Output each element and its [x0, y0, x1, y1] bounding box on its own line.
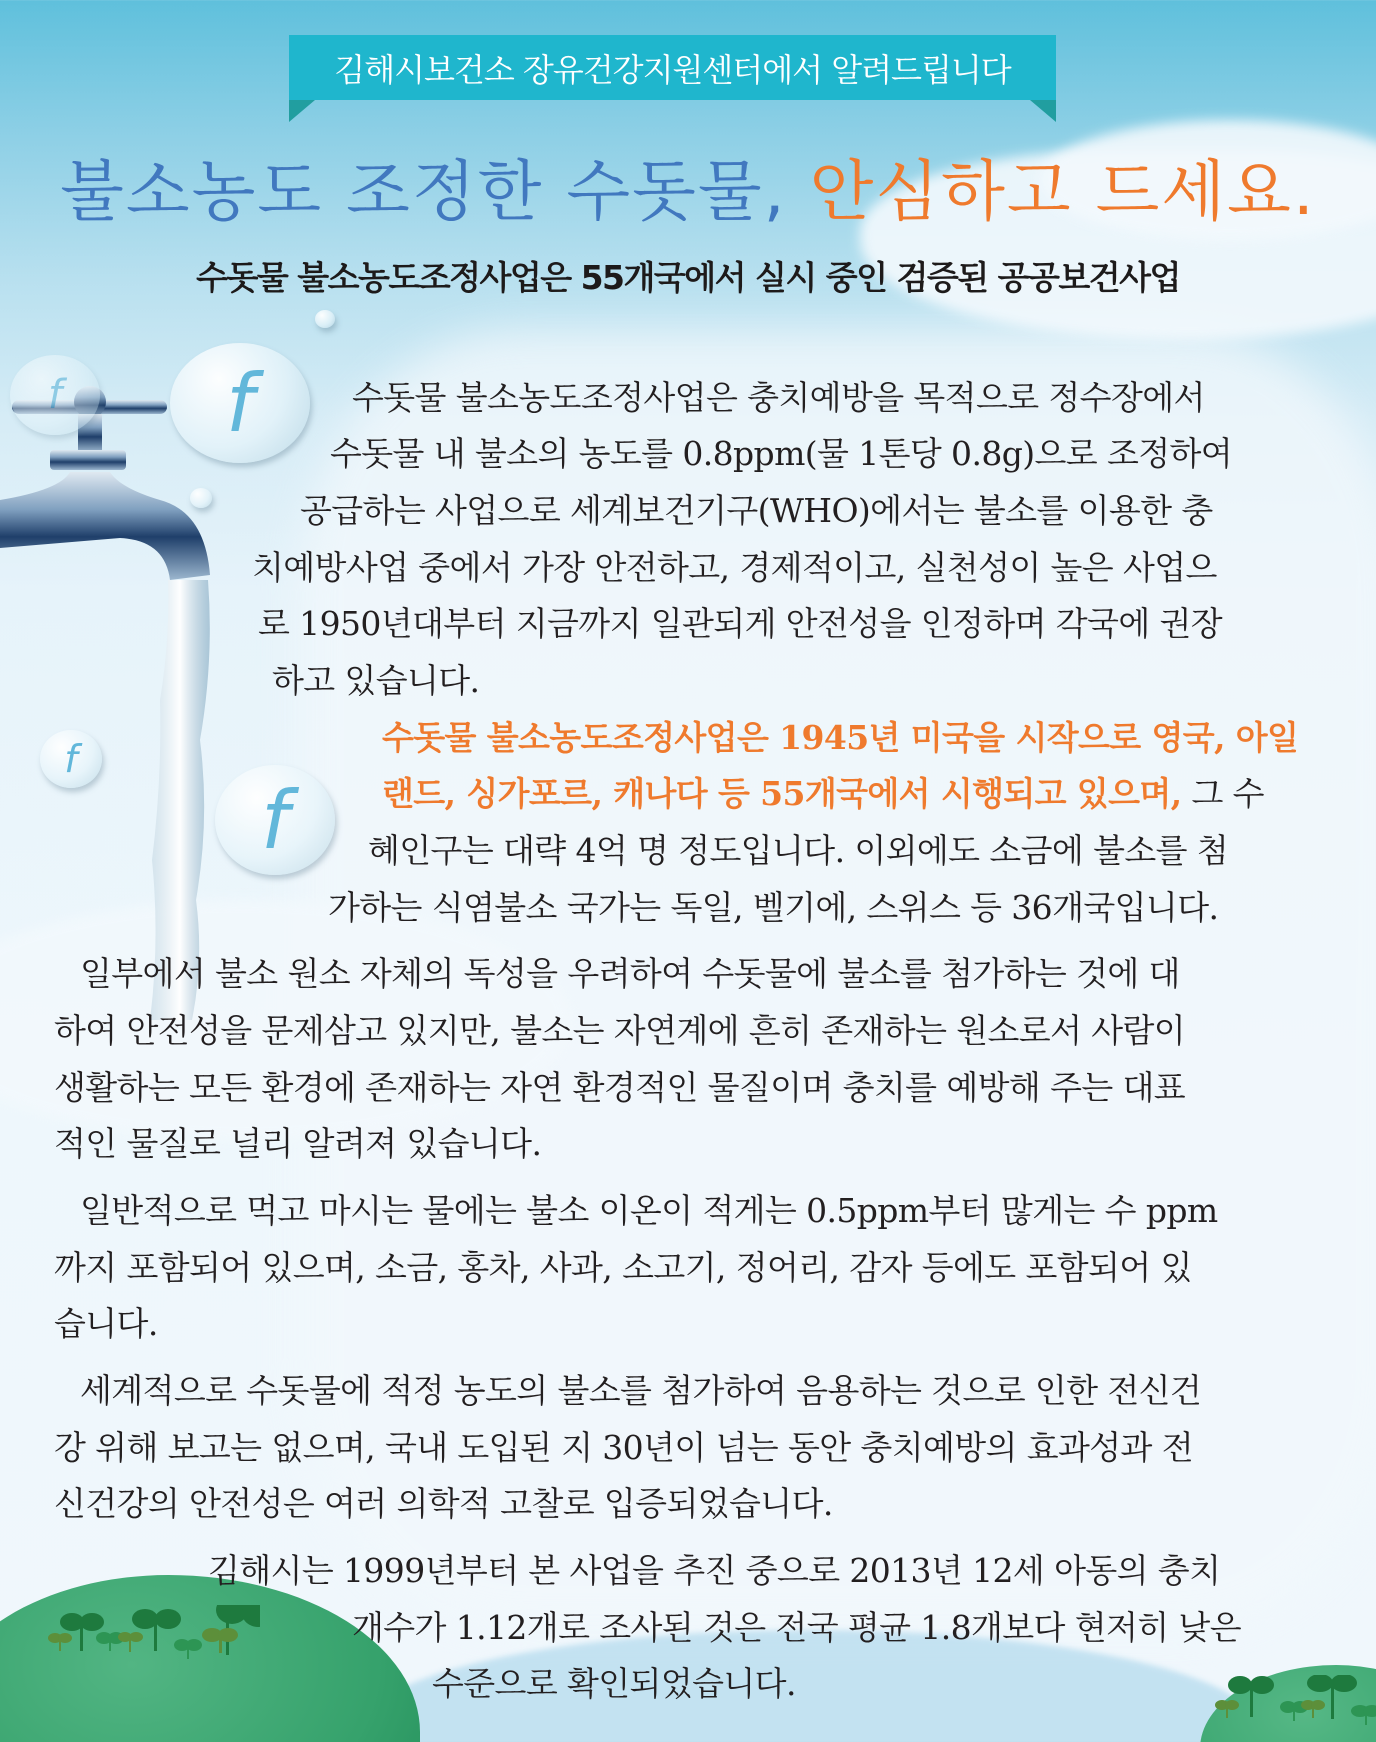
body-text-line: 치예방사업 중에서 가장 안전하고, 경제적이고, 실천성이 높은 사업으 [252, 548, 1217, 587]
body-text-line: 까지 포함되어 있으며, 소금, 홍차, 사과, 소고기, 정어리, 감자 등에도 포함되어 있 [54, 1248, 1192, 1287]
body-text-line: 일부에서 불소 원소 자체의 독성을 우려하여 수돗물에 불소를 첨가하는 것에 대 [80, 954, 1180, 993]
title-part-orange: 안심하고 드세요. [809, 153, 1316, 230]
banner-fold-left [289, 100, 315, 122]
header-banner [289, 35, 1056, 100]
body-text-line [382, 768, 1264, 815]
body-text-line: 하여 안전성을 문제삼고 있지만, 불소는 자연계에 흔히 존재하는 원소로서 사람이 [54, 1011, 1186, 1050]
body-text-line: 수돗물 내 불소의 농도를 0.8ppm(물 1톤당 0.8g)으로 조정하여 [330, 434, 1233, 473]
body-text-line: 습니다. [54, 1304, 158, 1343]
body-text-line: 가하는 식염불소 국가는 독일, 벨기에, 스위스 등 36개국입니다. [328, 888, 1219, 927]
sprout-icon [1210, 1675, 1376, 1735]
banner-fold-right [1030, 100, 1056, 122]
body-text-line: 혜인구는 대략 4억 명 정도입니다. 이외에도 소금에 불소를 첨 [368, 831, 1229, 870]
body-text-line: 수돗물 불소농도조정사업은 충치예방을 목적으로 정수장에서 [352, 378, 1205, 417]
banner-text: 김해시보건소 장유건강지원센터에서 알려드립니다 [334, 50, 1011, 89]
body-text-line: 적인 물질로 널리 알려져 있습니다. [54, 1124, 542, 1163]
fluoride-bubble-icon: f [170, 343, 310, 463]
body-text-line: 신건강의 안전성은 여러 의학적 고찰로 입증되었습니다. [54, 1484, 833, 1523]
highlight-text: 랜드, 싱가포르, 캐나다 등 55개국에서 시행되고 있으며, [382, 774, 1182, 813]
body-text-line: 하고 있습니다. [272, 661, 480, 700]
subtitle: 수돗물 불소농도조정사업은 55개국에서 실시 중인 검증된 공공보건사업 [196, 258, 1180, 297]
water-droplet-icon [315, 310, 335, 328]
highlight-text-line: 수돗물 불소농도조정사업은 1945년 미국을 시작으로 영국, 아일 [382, 718, 1299, 757]
body-text-line: 공급하는 사업으로 세계보건기구(WHO)에서는 불소를 이용한 충 [300, 491, 1213, 530]
body-text-line: 로 1950년대부터 지금까지 일관되게 안전성을 인정하며 각국에 권장 [258, 604, 1223, 643]
fluoride-bubble-icon: f [215, 765, 335, 875]
page-title [0, 138, 1376, 233]
water-droplet-icon [190, 488, 212, 508]
body-text-line: 생활하는 모든 환경에 존재하는 자연 환경적인 물질이며 충치를 예방해 주는 대표 [54, 1068, 1186, 1107]
title-part-blue: 불소농도 조정한 수돗물, [60, 153, 787, 230]
fluoride-bubble-icon: f [10, 355, 100, 435]
body-text-line: 일반적으로 먹고 마시는 물에는 불소 이온이 적게는 0.5ppm부터 많게는 수 ppm [80, 1191, 1218, 1230]
fluoride-bubble-icon: f [40, 730, 102, 788]
body-text: 그 수 [1181, 774, 1264, 813]
body-text-line: 김해시는 1999년부터 본 사업을 추진 중으로 2013년 12세 아동의 충치 [208, 1551, 1221, 1590]
faucet-icon [0, 380, 260, 1020]
sprout-icon [30, 1605, 260, 1685]
body-text-line: 수준으로 확인되었습니다. [432, 1664, 796, 1703]
body-text-line: 강 위해 보고는 없으며, 국내 도입된 지 30년이 넘는 동안 충치예방의 효과성과 전 [54, 1428, 1193, 1467]
body-text-line: 개수가 1.12개로 조사된 것은 전국 평균 1.8개보다 현저히 낮은 [352, 1608, 1241, 1647]
body-text-line: 세계적으로 수돗물에 적정 농도의 불소를 첨가하여 음용하는 것으로 인한 전신건 [80, 1371, 1202, 1410]
